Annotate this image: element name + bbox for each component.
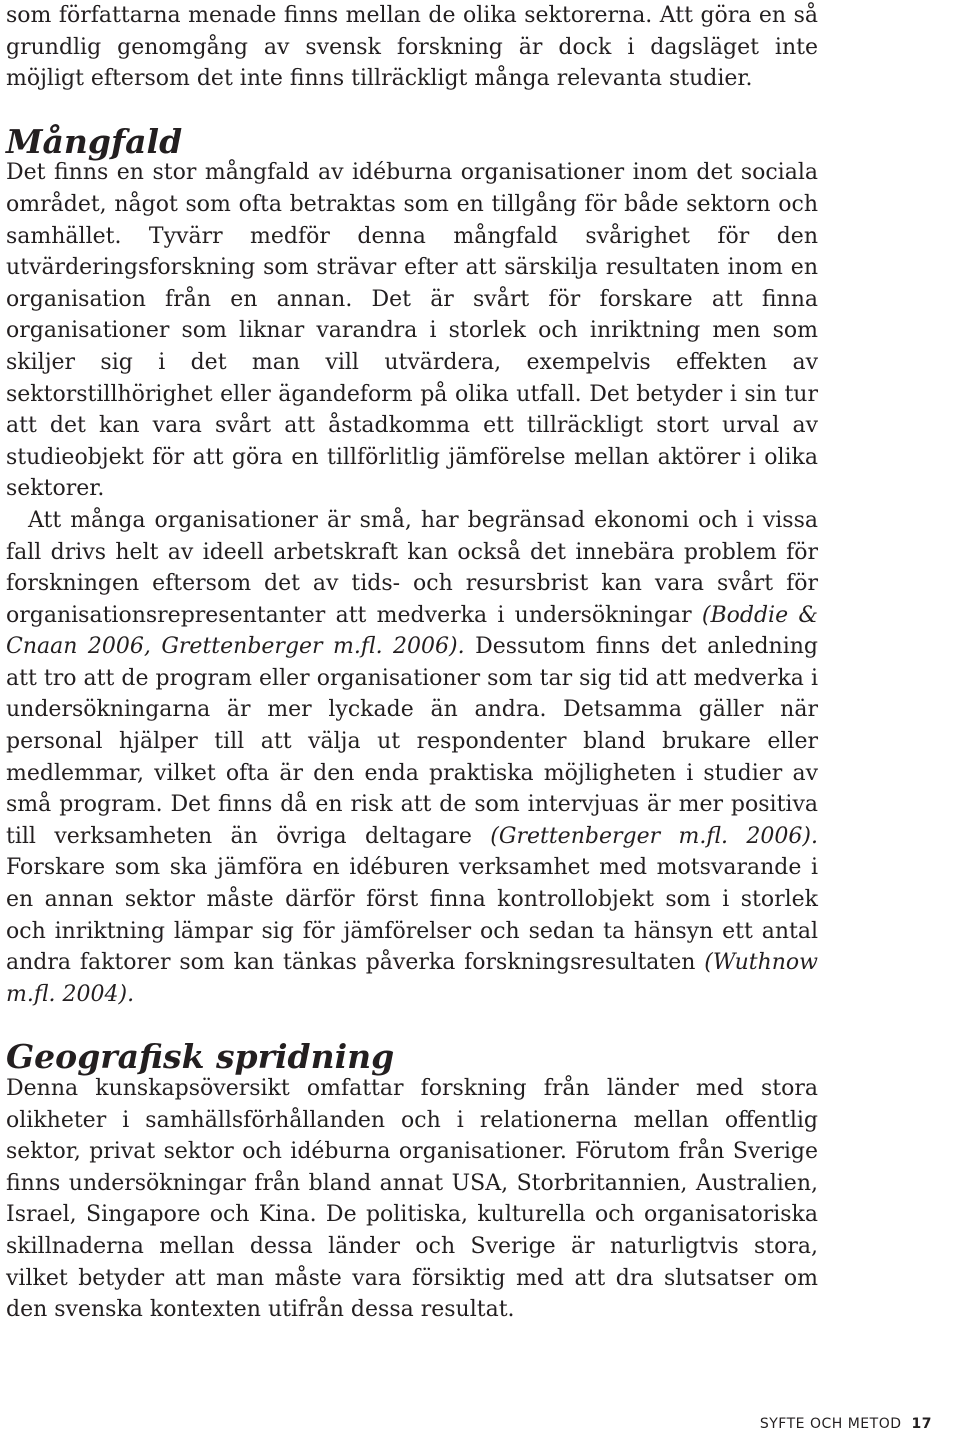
heading-geografisk-spridning: Geografisk spridning — [6, 1037, 395, 1077]
citation-boddie-grettenberger: (Boddie & Cnaan 2006, Grettenberger m.fl. 2006). — [6, 602, 818, 660]
body-text — [6, 0, 818, 1326]
page-footer — [760, 1416, 932, 1432]
paragraph-text: Dessutom finns det anledning att tro att de program eller organisationer som tar sig tid att medverka i undersökningarna är mer lyckade än andra. Detsamma gäller när personal hjälper till att välja ut respondenter bland brukare eller medlemmar, vilket ofta är den enda praktiska möjligheten i studier av små program. Det finns då en risk att de som intervjuas är mer positiva till verksamheten än övriga deltagare — [6, 634, 818, 849]
page-number: 17 — [911, 1416, 932, 1432]
paragraph-text: Forskare som ska jämföra en idéburen verksamhet med motsvarande i en annan sektor måste därför först finna kontrollobjekt som i storlek och inriktning lämpar sig för jämförelser och sedan ta hänsyn ett antal andra faktorer som kan tänkas påverka forskningsresultaten — [6, 855, 818, 976]
intro-paragraph: som författarna menade finns mellan de olika sektorerna. Att göra en så grundlig genomgång av svensk forskning är dock i dagsläget inte möjligt eftersom det inte finns tillräckligt många relevanta studier. — [6, 3, 818, 92]
mangfald-paragraph-2 — [6, 505, 818, 1011]
footer-section-label: SYFTE OCH METOD — [759, 1416, 902, 1432]
paragraph-text: Att många organisationer är små, har begränsad ekonomi och i vissa fall drivs helt av ideell arbetskraft kan också det innebära problem för forskningen eftersom det av tids- och resursbrist kan vara svårt för organisationsrepresentanter att medverka i undersökningar — [6, 507, 818, 628]
geografisk-paragraph-1: Denna kunskapsöversikt omfattar forskning från länder med stora olikheter i samhällsförhållanden och i relationerna mellan offentlig sektor, privat sektor och idéburna organisationer. Förutom från Sverige finns undersökningar från bland annat USA, Storbritannien, Australien, Israel, Singapore och Kina. De politiska, kulturella och organisatoriska skillnaderna mellan dessa länder och Sverige är naturligtvis stora, vilket betyder att man måste vara försiktig med att dra slutsatser om den svenska kontexten utifrån dessa resultat. — [6, 1076, 818, 1323]
citation-grettenberger: (Grettenberger m.fl. 2006). — [490, 823, 818, 849]
heading-mangfald: Mångfald — [6, 121, 183, 161]
citation-wuthnow: (Wuthnow m.fl. 2004). — [6, 950, 818, 1007]
mangfald-paragraph-1: Det finns en stor mångfald av idéburna organisationer inom det sociala området, något som ofta betraktas som en tillgång för både sektorn och samhället. Tyvärr medför denna mångfald svårighet för den utvärderingsforskning som strävar efter att särskilja resultaten inom en organisation från en annan. Det är svårt för forskare att finna organisationer som liknar varandra i storlek och inriktning men som skiljer sig i det man vill utvärdera, exempelvis effekten av sektorstillhörighet eller ägandeform på olika utfall. Det betyder i sin tur att det kan vara svårt att åstadkomma ett tillräckligt stort urval av studieobjekt för att göra en tillförlitlig jämförelse mellan aktörer i olika sektorer. — [6, 160, 818, 502]
